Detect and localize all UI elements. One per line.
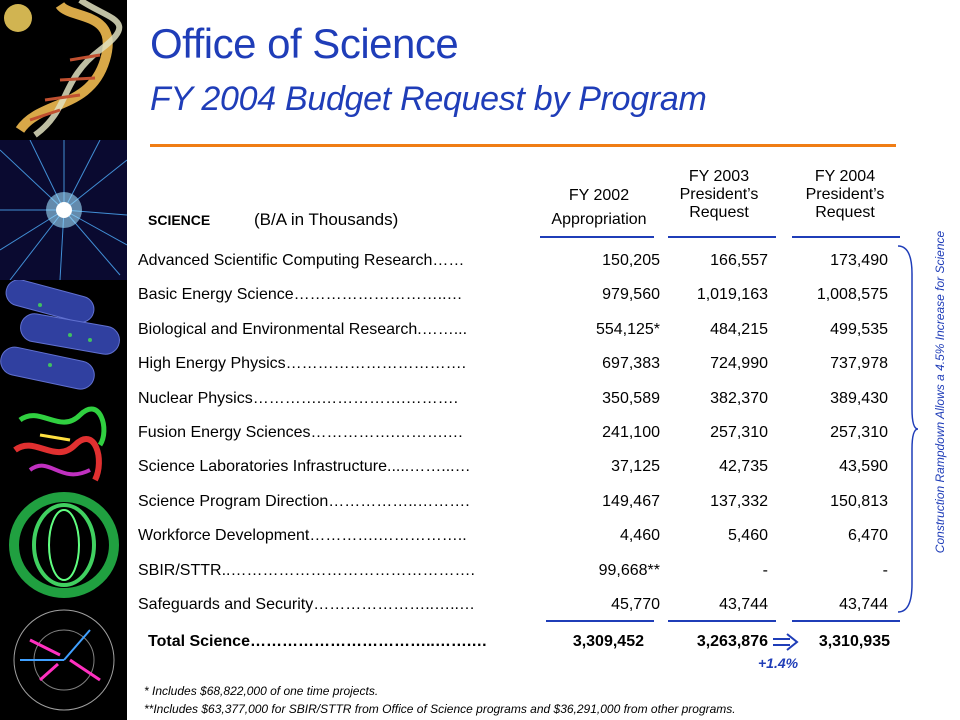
program-name: Nuclear Physics………….…………….………. (138, 389, 459, 407)
total-fy2002: 3,309,452 (572, 633, 644, 650)
column-header-line: FY 2003 (688, 168, 750, 185)
value-fy2003: 1,019,163 (696, 286, 768, 304)
total-fy2004: 3,310,935 (818, 633, 890, 650)
value-fy2002: 697,383 (602, 355, 660, 373)
value-fy2004: 43,590 (839, 458, 888, 476)
value-fy2003: 382,370 (710, 389, 768, 407)
side-note: Construction Rampdown Allows a 4.5% Increase for Science (933, 230, 947, 554)
title-divider (150, 144, 896, 147)
value-fy2002: 150,205 (602, 252, 660, 269)
total-rule (546, 620, 654, 622)
arrow-right-icon (772, 632, 800, 652)
value-fy2003: 137,332 (710, 492, 768, 510)
value-fy2003: 5,460 (727, 527, 768, 545)
value-fy2004: 389,430 (830, 389, 888, 407)
value-fy2002: 45,770 (611, 596, 660, 613)
value-fy2004: 150,813 (830, 492, 888, 510)
page-subtitle: FY 2004 Budget Request by Program (150, 80, 707, 118)
program-name: Safeguards and Security…………………..…..… (138, 596, 475, 613)
table-row (138, 596, 898, 620)
program-name: Science Program Direction……………..………. (138, 492, 470, 510)
value-fy2002: 554,125* (595, 320, 660, 338)
value-fy2004: 499,535 (830, 320, 888, 338)
program-name: SBIR/STTR..………………………………………. (138, 561, 475, 579)
column-header-fy2004 (786, 168, 904, 222)
table-row (138, 252, 898, 276)
program-name: High Energy Physics……………………………. (138, 355, 467, 373)
footnote: * Includes $68,822,000 of one time projects. (144, 684, 379, 698)
total-rule (792, 620, 900, 622)
program-name: Workforce Development………….…………….. (138, 527, 467, 545)
table-row (138, 493, 898, 517)
brace-icon (896, 244, 920, 614)
program-name: Fusion Energy Sciences…………….……….… (138, 424, 464, 441)
value-fy2002: 4,460 (619, 527, 660, 545)
column-header-line: President’s (679, 186, 759, 203)
table-row (138, 562, 898, 586)
program-name: Basic Energy Science………………………..… (138, 286, 463, 304)
column-header-fy2002 (538, 184, 660, 232)
column-header-fy2003 (664, 168, 774, 222)
total-rule (668, 620, 776, 622)
value-fy2004: 43,744 (839, 596, 888, 613)
header-underline (668, 236, 776, 238)
table-row (138, 424, 898, 448)
column-header-line: FY 2002 (568, 187, 630, 204)
value-fy2002: 350,589 (602, 389, 660, 407)
value-fy2004: 6,470 (847, 527, 888, 545)
value-fy2003: 484,215 (710, 320, 768, 338)
column-header-line: Request (815, 204, 875, 221)
table-row (138, 355, 898, 379)
plasma-torus-icon (0, 490, 127, 600)
change-percent: +1.4% (758, 655, 799, 671)
value-fy2004: 737,978 (830, 355, 888, 373)
value-fy2002: 37,125 (611, 458, 660, 476)
column-header-line: FY 2004 (814, 168, 876, 185)
header-underline (540, 236, 654, 238)
value-fy2004: 1,008,575 (816, 286, 888, 304)
value-fy2004: 173,490 (830, 252, 888, 269)
dna-helix-icon (0, 0, 127, 140)
table-row (138, 390, 898, 414)
program-name: Science Laboratories Infrastructure.....……...… (138, 458, 471, 476)
nanotube-icon (0, 280, 127, 400)
particle-detector-icon (0, 600, 127, 720)
program-name: Advanced Scientific Computing Research…… (138, 252, 465, 269)
page-title: Office of Science (150, 20, 459, 67)
total-fy2003: 3,263,876 (696, 633, 768, 650)
value-fy2003: 257,310 (710, 424, 768, 441)
value-fy2004: - (882, 561, 888, 579)
column-header-line: President’s (805, 186, 885, 203)
total-label: Total Science……………………………..…….… (148, 633, 488, 650)
value-fy2003: 43,744 (719, 596, 768, 613)
value-fy2003: 166,557 (710, 252, 768, 269)
value-fy2002: 99,668** (598, 561, 660, 579)
value-fy2002: 149,467 (602, 492, 660, 510)
footnote: **Includes $63,377,000 for SBIR/STTR from Office of Science programs and $36,291,000 from other programs. (144, 702, 736, 716)
value-fy2003: 42,735 (719, 458, 768, 476)
column-header-line: Appropriation (551, 211, 647, 228)
table-row (138, 527, 898, 551)
program-name: Biological and Environmental Research.……... (138, 320, 468, 338)
value-fy2003: 724,990 (710, 355, 768, 373)
science-image-strip (0, 0, 127, 720)
section-label: SCIENCE (148, 212, 211, 228)
value-fy2002: 241,100 (602, 424, 660, 441)
units-label: (B/A in Thousands) (254, 210, 399, 229)
protein-structure-icon (0, 400, 127, 490)
table-row (138, 321, 898, 345)
table-row (138, 286, 898, 310)
value-fy2003: - (762, 561, 768, 579)
value-fy2004: 257,310 (830, 424, 888, 441)
particle-burst-icon (0, 140, 127, 280)
value-fy2002: 979,560 (602, 286, 660, 304)
header-underline (792, 236, 900, 238)
table-row (138, 458, 898, 482)
column-header-line: Request (689, 204, 749, 221)
